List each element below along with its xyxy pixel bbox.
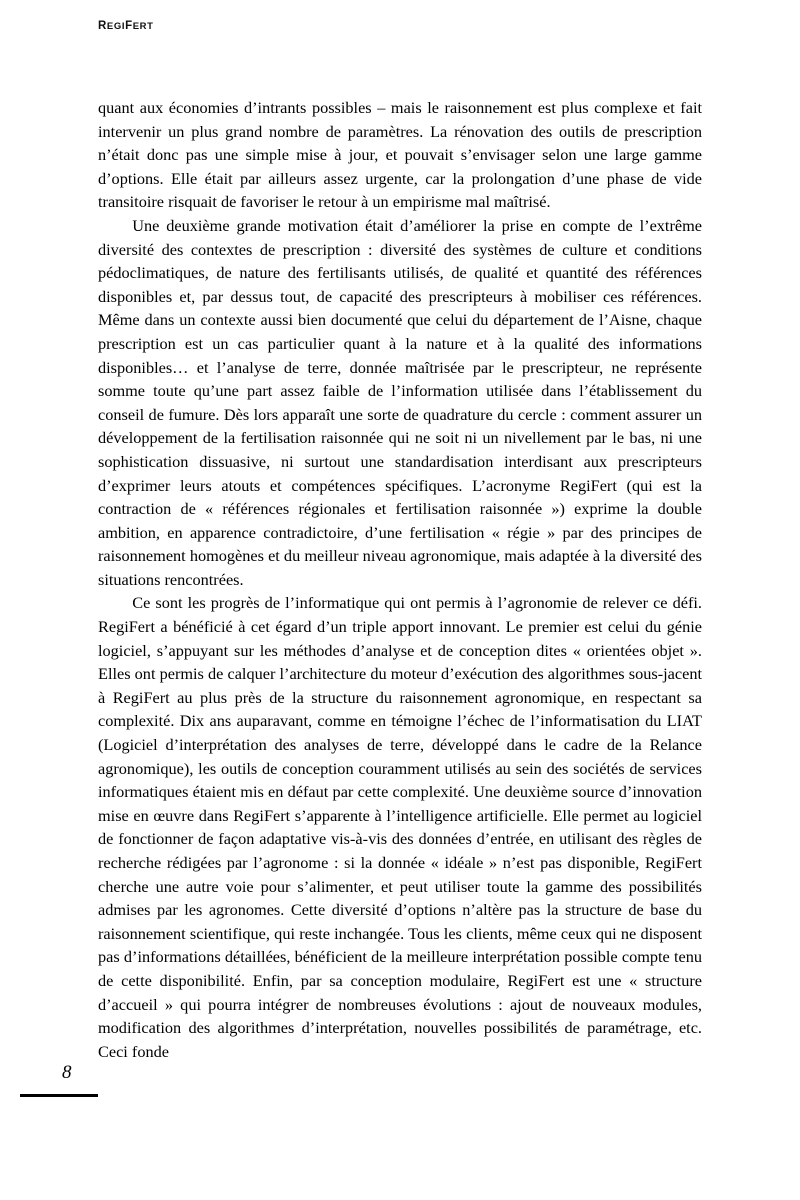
running-head [98,20,154,32]
paragraph-2: Une deuxième grande motivation était d’améliorer la prise en compte de l’extrême diversité des contextes de prescription : diversité des systèmes de culture et conditions pédoclimatiques, de nature des fertilisants utilisés, de qualité et quantité des références disponibles et, par dessus tout, de capacité des prescripteurs à mobiliser ces références. Même dans un contexte aussi bien documenté que celui du département de l’Aisne, chaque prescription est un cas particulier quant à la nature et à la qualité des informations disponibles… et l’analyse de terre, donnée maîtrisée par le prescripteur, ne représente somme toute qu’une part assez faible de l’information utilisée dans l’établissement du conseil de fumure. Dès lors apparaît une sorte de quadrature du cercle : comment assurer un développement de la fertilisation raisonnée qui ne soit ni un nivellement par le bas, ni une sophistication dissuasive, ni surtout une standardisation interdisant aux prescripteurs d’exprimer leurs atouts et compétences spécifiques. L’acronyme RegiFert (qui est la contraction de « références régionales et fertilisation raisonnée ») exprime la double ambition, en apparence contradictoire, d’une fertilisation « régie » par des principes de raisonnement homogènes et du meilleur niveau agronomique, mais adaptée à la diversité des situations rencontrées. [98,215,702,589]
running-head-smallcaps-1: EGI [106,21,126,32]
paragraph-3: Ce sont les progrès de l’informatique qui ont permis à l’agronomie de relever ce défi. RegiFert a bénéficié à cet égard d’un triple apport innovant. Le premier est celui du génie logiciel, s’appuyant sur les méthodes d’analyse et de conception dites « orientées objet ». Elles ont permis de calquer l’architecture du moteur d’exécution des algorithmes sous-jacent à RegiFert au plus près de la structure du raisonnement agronomique, en respectant sa complexité. Dix ans auparavant, comme en témoigne l’échec de l’informatisation du LIAT (Logiciel d’interprétation des analyses de terre, développé dans le cadre de la Relance agronomique), les outils de conception couramment utilisés au sein des sociétés de services informatiques étaient mis en défaut par cette complexité. Une deuxième source d’innovation mise en œuvre dans RegiFert s’apparente à l’intelligence artificielle. Elle permet au logiciel de fonctionner de façon adaptative vis-à-vis des données d’entrée, en utilisant des règles de recherche rédigées par l’agronome : si la donnée « idéale » n’est pas disponible, RegiFert cherche une autre voie pour s’alimenter, et peut utiliser toute la gamme des possibilités admises par les agronomes. Cette diversité d’options n’altère pas la structure de base du raisonnement scientifique, qui reste inchangée. Tous les clients, même ceux qui ne disposent pas d’informations détaillées, bénéficient de la meilleure interprétation possible compte tenu de cette disponibilité. Enfin, par sa conception modulaire, RegiFert est une « structure d’accueil » qui pourra intégrer de nombreuses évolutions : ajout de nouveaux modules, modification des algorithmes d’interprétation, nouvelles possibilités de paramétrage, etc. Ceci fonde [98,593,702,1061]
page-number: 8 [62,1062,72,1083]
paragraph-1: quant aux économies d’intrants possibles – mais le raisonnement est plus complexe et fait intervenir un plus grand nombre de paramètres. La rénovation des outils de prescription n’était donc pas une simple mise à jour, et pouvait s’envisager selon une large gamme d’options. Elle était par ailleurs assez urgente, car la prolongation d’une phase de vide transitoire risquait de favoriser le retour à un empirisme mal maîtrisé. [98,98,702,212]
running-head-smallcaps-2: ERT [132,21,154,32]
running-head-initial-2: F [125,20,133,32]
running-head-initial: R [98,20,107,32]
body-text [98,96,702,1063]
folio-rule [20,1094,98,1097]
